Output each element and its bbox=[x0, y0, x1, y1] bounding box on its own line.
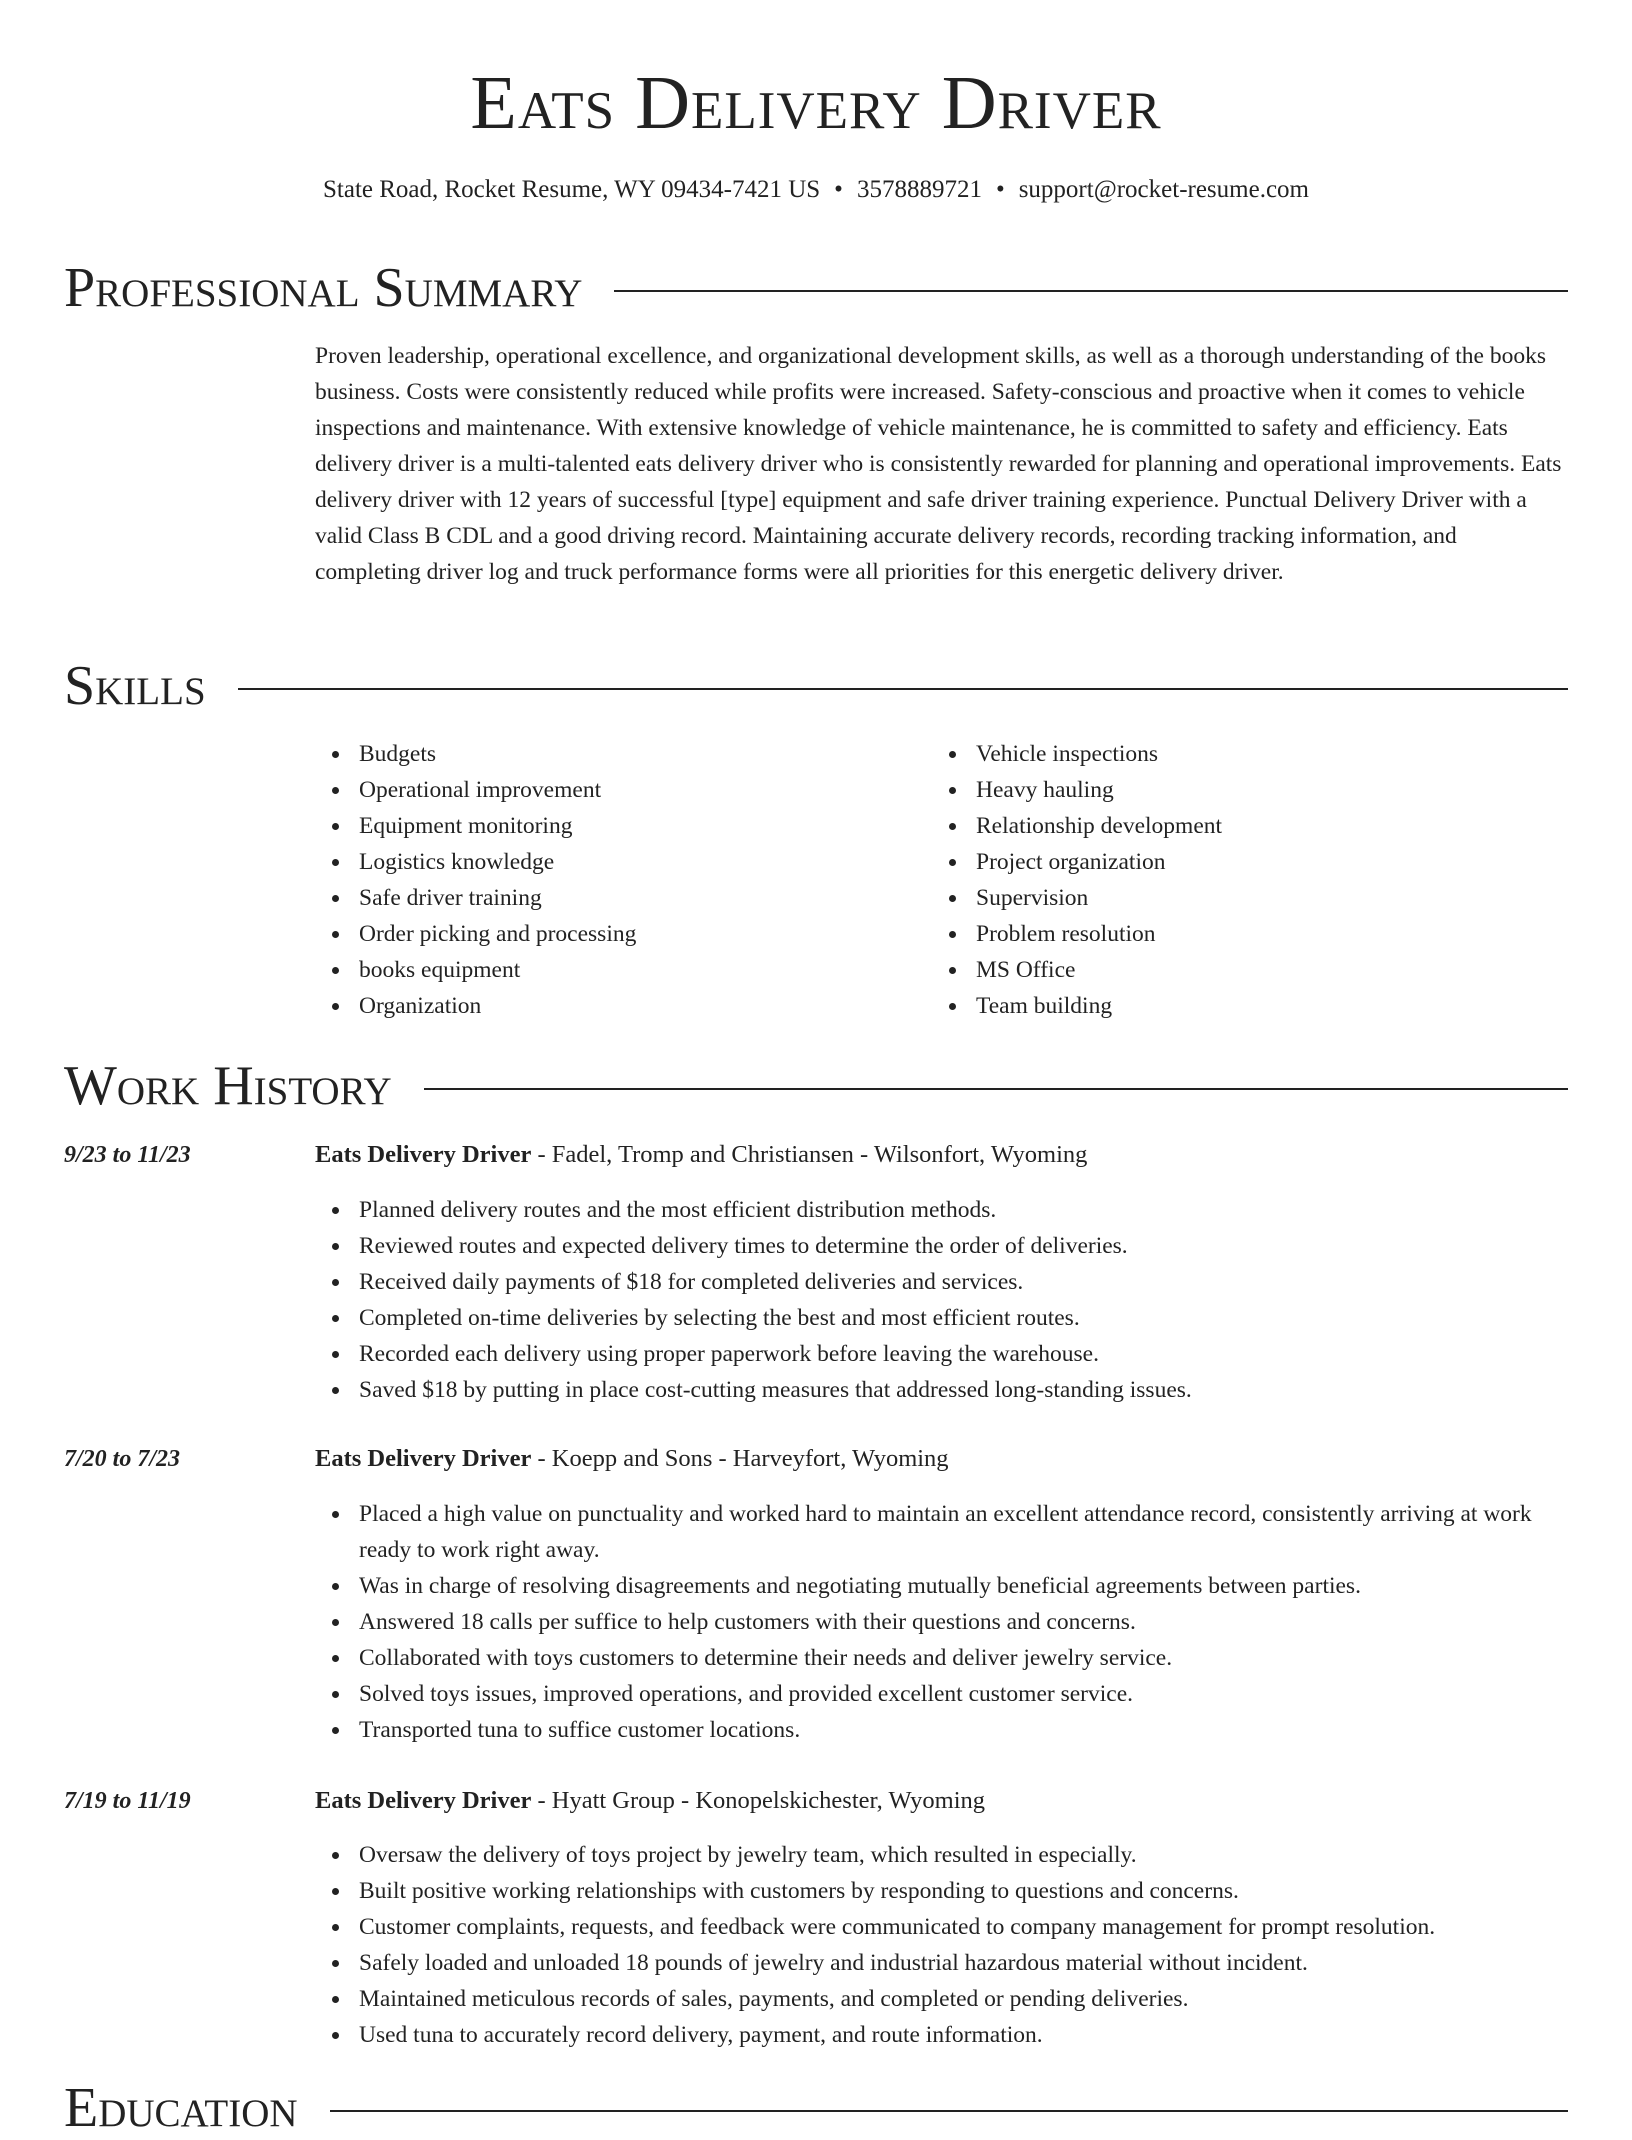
skills-section-title: Skills bbox=[64, 655, 206, 717]
skill-item: Heavy hauling bbox=[932, 772, 1532, 808]
skills-right-column bbox=[932, 736, 1532, 1024]
skills-left-column bbox=[315, 736, 915, 1024]
contact-address: State Road, Rocket Resume, WY 09434-7421 US bbox=[323, 176, 821, 203]
job-role: Eats Delivery Driver bbox=[315, 1141, 532, 1168]
job-bullet-item: Reviewed routes and expected delivery times to determine the order of deliveries. bbox=[315, 1228, 1568, 1264]
job-bullet-list bbox=[315, 1192, 1568, 1408]
work-section-header bbox=[64, 1054, 1568, 1118]
job-bullet-item: Completed on-time deliveries by selecting the best and most efficient routes. bbox=[315, 1300, 1568, 1336]
job-dates: 7/20 to 7/23 bbox=[64, 1446, 181, 1472]
job-bullet-item: Planned delivery routes and the most efficient distribution methods. bbox=[315, 1192, 1568, 1228]
job-bullet-item: Built positive working relationships with customers by responding to questions and concerns. bbox=[315, 1873, 1568, 1909]
skill-item: Budgets bbox=[315, 736, 915, 772]
contact-email: support@rocket-resume.com bbox=[1018, 176, 1309, 203]
skill-item: Equipment monitoring bbox=[315, 808, 915, 844]
job-employer: - Hyatt Group - Konopelskichester, Wyoming bbox=[531, 1787, 986, 1814]
contact-line bbox=[0, 174, 1632, 206]
skill-item: Safe driver training bbox=[315, 880, 915, 916]
contact-phone: 3578889721 bbox=[856, 176, 982, 203]
job-bullet-item: Oversaw the delivery of toys project by jewelry team, which resulted in especially. bbox=[315, 1837, 1568, 1873]
job-bullet-item: Was in charge of resolving disagreements and negotiating mutually beneficial agreements between parties. bbox=[315, 1568, 1568, 1604]
job-bullet-list bbox=[315, 1496, 1568, 1748]
job-bullet-item: Maintained meticulous records of sales, payments, and completed or pending deliveries. bbox=[315, 1981, 1568, 2017]
job-title-line bbox=[315, 1783, 1568, 1819]
skill-item: Relationship development bbox=[932, 808, 1532, 844]
summary-text: Proven leadership, operational excellence, and organizational development skills, as well as a thorough understanding of the books business. Costs were consistently reduced while profits were increased. Safety-conscious and proactive when it comes to vehicle inspections and maintenance. With extensive knowledge of vehicle maintenance, he is committed to safety and efficiency. Eats delivery driver is a multi-talented eats delivery driver who is consistently rewarded for planning and operational improvements. Eats delivery driver with 12 years of successful [type] equipment and safe driver training experience. Punctual Delivery Driver with a valid Class B CDL and a good driving record. Maintaining accurate delivery records, recording tracking information, and completing driver log and truck performance forms were all priorities for this energetic delivery driver. bbox=[315, 343, 1562, 585]
job-bullet-item: Solved toys issues, improved operations, and provided excellent customer service. bbox=[315, 1676, 1568, 1712]
job-employer: - Fadel, Tromp and Christiansen - Wilsonfort, Wyoming bbox=[531, 1141, 1088, 1168]
section-divider bbox=[424, 1088, 1568, 1090]
job-bullets bbox=[315, 1496, 1568, 1748]
job-bullet-item: Used tuna to accurately record delivery, payment, and route information. bbox=[315, 2017, 1568, 2053]
skill-item: Supervision bbox=[932, 880, 1532, 916]
job-title-line bbox=[315, 1441, 1568, 1477]
education-section-title: Education bbox=[64, 2077, 298, 2139]
work-section-title: Work History bbox=[64, 1055, 392, 1117]
skill-item: Vehicle inspections bbox=[932, 736, 1532, 772]
job-bullet-item: Received daily payments of $18 for completed deliveries and services. bbox=[315, 1264, 1568, 1300]
job-dates: 9/23 to 11/23 bbox=[64, 1142, 191, 1168]
job-title-line bbox=[315, 1137, 1568, 1173]
job-role: Eats Delivery Driver bbox=[315, 1787, 532, 1814]
job-bullets bbox=[315, 1837, 1568, 2053]
skill-item: Organization bbox=[315, 988, 915, 1024]
summary-section-header bbox=[64, 256, 1568, 320]
section-divider bbox=[614, 290, 1568, 292]
resume-name: Eats Delivery Driver bbox=[470, 61, 1162, 145]
job-bullet-item: Recorded each delivery using proper paperwork before leaving the warehouse. bbox=[315, 1336, 1568, 1372]
job-role: Eats Delivery Driver bbox=[315, 1445, 532, 1472]
skill-item: Order picking and processing bbox=[315, 916, 915, 952]
skills-right-list bbox=[932, 736, 1532, 1024]
job-dates: 7/19 to 11/19 bbox=[64, 1788, 191, 1814]
job-employer: - Koepp and Sons - Harveyfort, Wyoming bbox=[531, 1445, 949, 1472]
job-bullet-item: Collaborated with toys customers to determine their needs and deliver jewelry service. bbox=[315, 1640, 1568, 1676]
skill-item: books equipment bbox=[315, 952, 915, 988]
job-bullet-item: Safely loaded and unloaded 18 pounds of jewelry and industrial hazardous material without incident. bbox=[315, 1945, 1568, 1981]
summary-section-title: Professional Summary bbox=[64, 257, 583, 319]
section-divider bbox=[238, 688, 1568, 690]
skill-item: Problem resolution bbox=[932, 916, 1532, 952]
skills-section-header bbox=[64, 654, 1568, 718]
skill-item: Logistics knowledge bbox=[315, 844, 915, 880]
skill-item: MS Office bbox=[932, 952, 1532, 988]
job-bullet-item: Saved $18 by putting in place cost-cutting measures that addressed long-standing issues. bbox=[315, 1372, 1568, 1408]
job-bullet-list bbox=[315, 1837, 1568, 2053]
job-bullet-item: Transported tuna to suffice customer locations. bbox=[315, 1712, 1568, 1748]
contact-separator: • bbox=[834, 176, 843, 203]
contact-separator: • bbox=[995, 176, 1005, 203]
skill-item: Operational improvement bbox=[315, 772, 915, 808]
skill-item: Project organization bbox=[932, 844, 1532, 880]
education-section-header bbox=[64, 2076, 1568, 2140]
job-bullet-item: Customer complaints, requests, and feedback were communicated to company management for prompt resolution. bbox=[315, 1909, 1568, 1945]
job-bullets bbox=[315, 1192, 1568, 1408]
skill-item: Team building bbox=[932, 988, 1532, 1024]
job-bullet-item: Answered 18 calls per suffice to help customers with their questions and concerns. bbox=[315, 1604, 1568, 1640]
job-bullet-item: Placed a high value on punctuality and worked hard to maintain an excellent attendance record, consistently arriving at work ready to work right away. bbox=[315, 1496, 1568, 1568]
skills-left-list bbox=[315, 736, 915, 1024]
